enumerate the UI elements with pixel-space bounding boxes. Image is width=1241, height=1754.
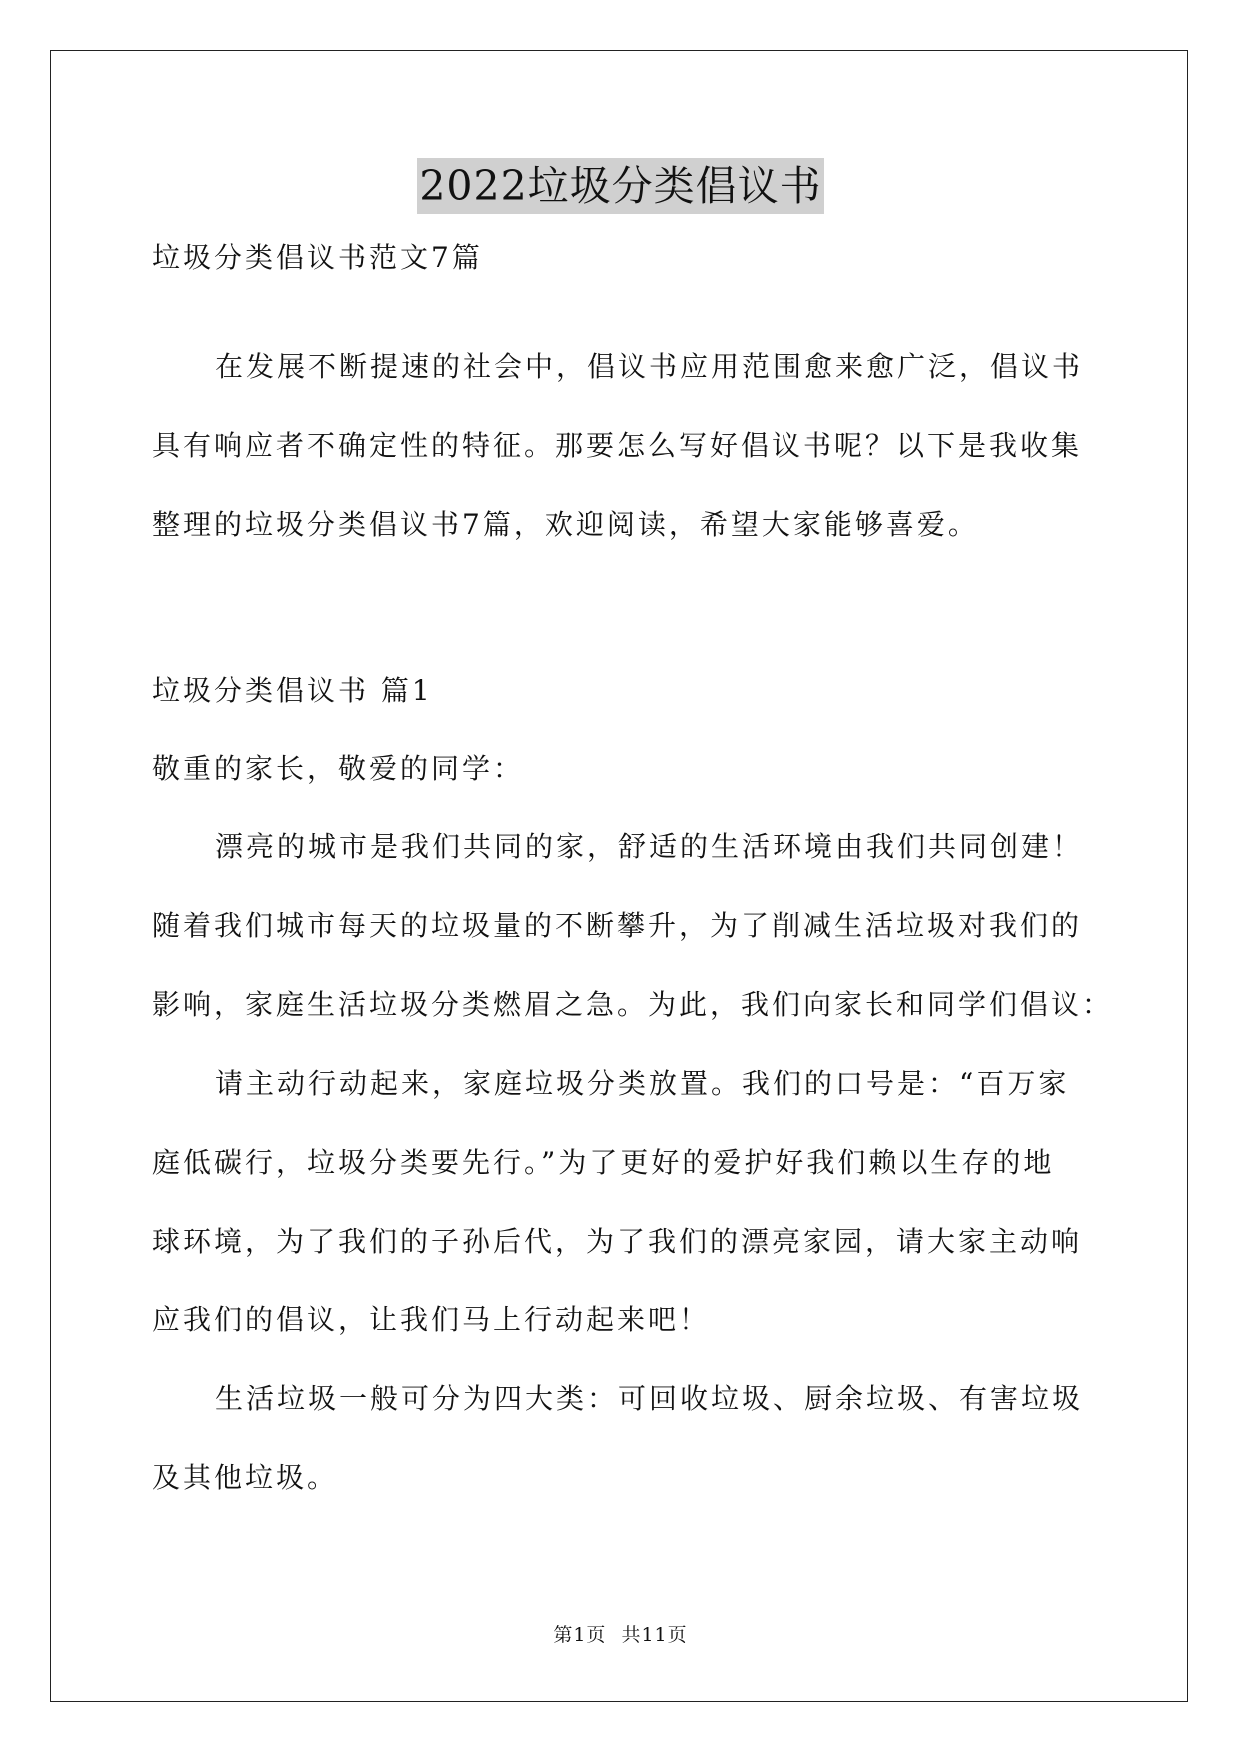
title-container — [0, 158, 1241, 214]
paragraph2-line-2: 庭低碳行，垃圾分类要先行。”为了更好的爱护好我们赖以生存的地 — [152, 1146, 1055, 1179]
paragraph3-line-1: 生活垃圾一般可分为四大类：可回收垃圾、厨余垃圾、有害垃圾 — [215, 1382, 1084, 1415]
document-subtitle: 垃圾分类倡议书范文7篇 — [152, 241, 483, 274]
intro-line-1: 在发展不断提速的社会中，倡议书应用范围愈来愈广泛，倡议书 — [215, 350, 1084, 383]
paragraph3-line-2: 及其他垃圾。 — [152, 1461, 339, 1494]
paragraph2-line-1: 请主动行动起来，家庭垃圾分类放置。我们的口号是：“百万家 — [215, 1067, 1070, 1100]
paragraph1-line-1: 漂亮的城市是我们共同的家，舒适的生活环境由我们共同创建！ — [215, 830, 1084, 863]
page-number-total: 共11页 — [621, 1624, 688, 1646]
paragraph1-line-2: 随着我们城市每天的垃圾量的不断攀升，为了削减生活垃圾对我们的 — [152, 909, 1083, 942]
paragraph2-line-3: 球环境，为了我们的子孙后代，为了我们的漂亮家园，请大家主动响 — [152, 1225, 1083, 1258]
document-title: 2022垃圾分类倡议书 — [417, 158, 823, 214]
paragraph2-line-4: 应我们的倡议，让我们马上行动起来吧！ — [152, 1303, 711, 1336]
page-border — [50, 50, 1188, 1702]
salutation: 敬重的家长，敬爱的同学： — [152, 752, 525, 785]
page-number-current: 第1页 — [553, 1624, 607, 1646]
intro-line-3: 整理的垃圾分类倡议书7篇，欢迎阅读，希望大家能够喜爱。 — [152, 508, 979, 541]
paragraph1-line-3: 影响，家庭生活垃圾分类燃眉之急。为此，我们向家长和同学们倡议： — [152, 988, 1114, 1021]
page-footer — [0, 1622, 1241, 1648]
intro-line-2: 具有响应者不确定性的特征。那要怎么写好倡议书呢？以下是我收集 — [152, 429, 1083, 462]
section-heading: 垃圾分类倡议书 篇1 — [152, 674, 433, 707]
